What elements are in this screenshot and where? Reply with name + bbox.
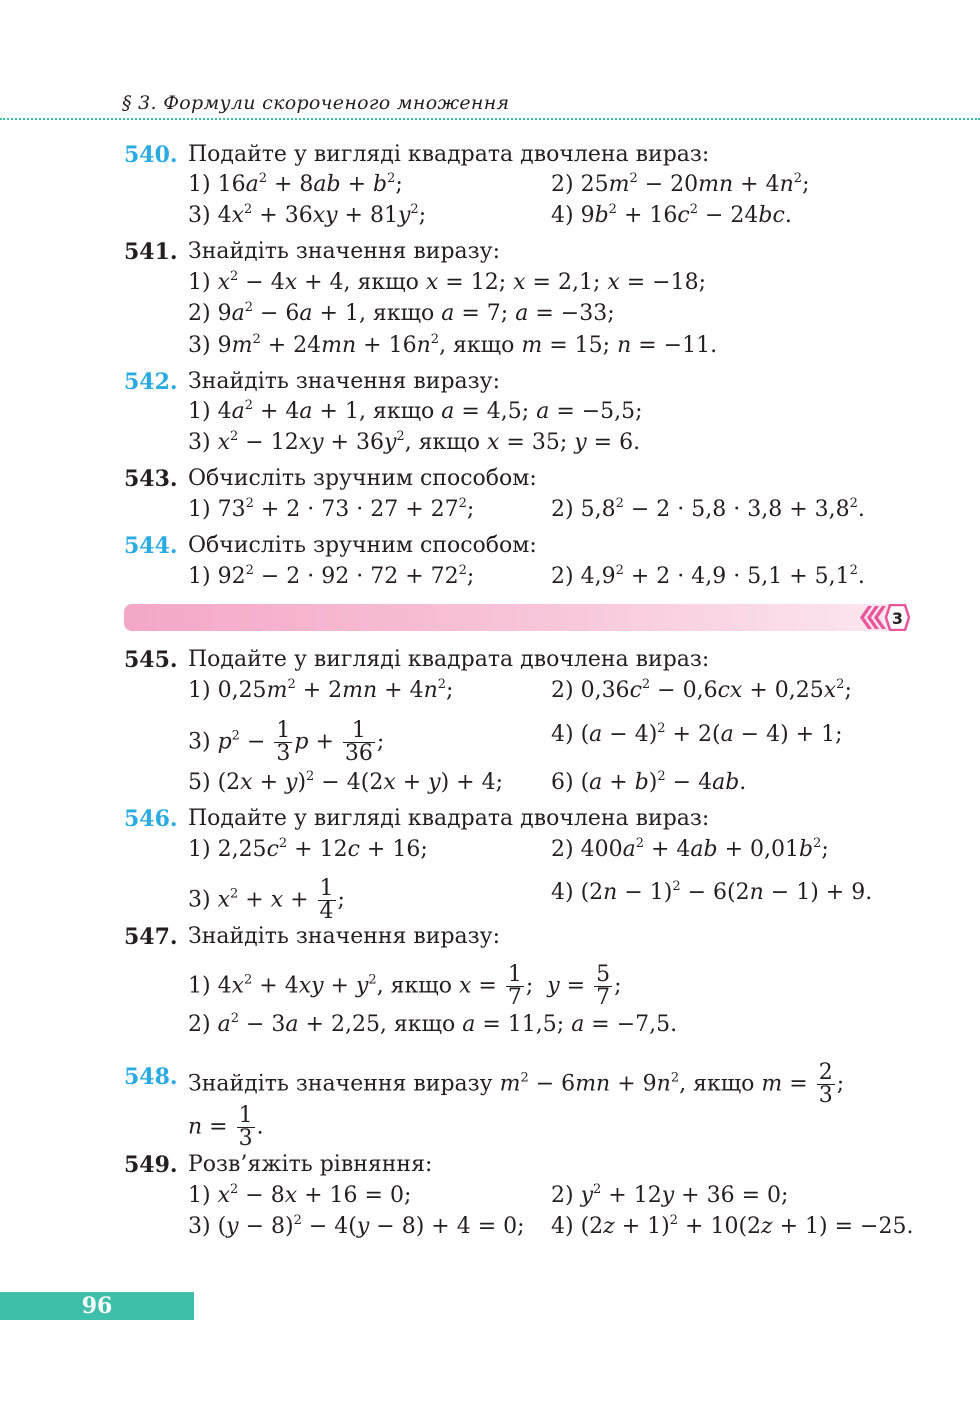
exercise-number: 542. xyxy=(124,369,178,395)
exercise-number: 545. xyxy=(124,647,178,673)
level-chevron-icon xyxy=(854,604,910,631)
exercise-prompt: Знайдіть значення виразу xyxy=(188,1071,493,1097)
section-header: § 3. Формули скороченого множення xyxy=(122,92,510,114)
exercise-number: 549. xyxy=(124,1152,178,1178)
exercise-number: 540. xyxy=(124,142,178,168)
difficulty-level-bar xyxy=(124,604,906,631)
exercise-prompt: Знайдіть значення виразу: xyxy=(188,239,501,264)
item-1: 1) $16a^2 + 8ab + b^2$; xyxy=(188,171,403,197)
exercise-prompt: Обчисліть зручним способом: xyxy=(188,533,537,558)
exercise-number: 546. xyxy=(124,806,178,832)
exercise-prompt: Подайте у вигляді квадрата двочлена вираз: xyxy=(188,647,710,672)
exercise-prompt: Обчисліть зручним способом: xyxy=(188,466,537,491)
exercise-prompt: Розв’яжіть рівняння: xyxy=(188,1152,433,1177)
header-divider xyxy=(0,118,980,120)
exercise-number: 548. xyxy=(124,1064,178,1090)
exercise-prompt: Знайдіть значення виразу: xyxy=(188,369,501,394)
item-4: 4) $9b^2 + 16c^2 - 24bc$. xyxy=(551,202,792,228)
exercise-prompt: Знайдіть значення виразу: xyxy=(188,924,501,949)
exercise-prompt: Подайте у вигляді квадрата двочлена вираз: xyxy=(188,142,710,167)
exercise-number: 547. xyxy=(124,924,178,950)
exercise-number: 544. xyxy=(124,533,178,559)
exercise-number: 541. xyxy=(124,239,178,265)
level-number: 3 xyxy=(891,609,904,628)
exercise-number: 543. xyxy=(124,466,178,492)
item-3: 3) $4x^2 + 36xy + 81y^2$; xyxy=(188,202,427,228)
page-number: 96 xyxy=(0,1292,194,1320)
exercise-prompt: Подайте у вигляді квадрата двочлена вираз: xyxy=(188,806,710,831)
item-2: 2) $25m^2 - 20mn + 4n^2$; xyxy=(551,171,810,197)
